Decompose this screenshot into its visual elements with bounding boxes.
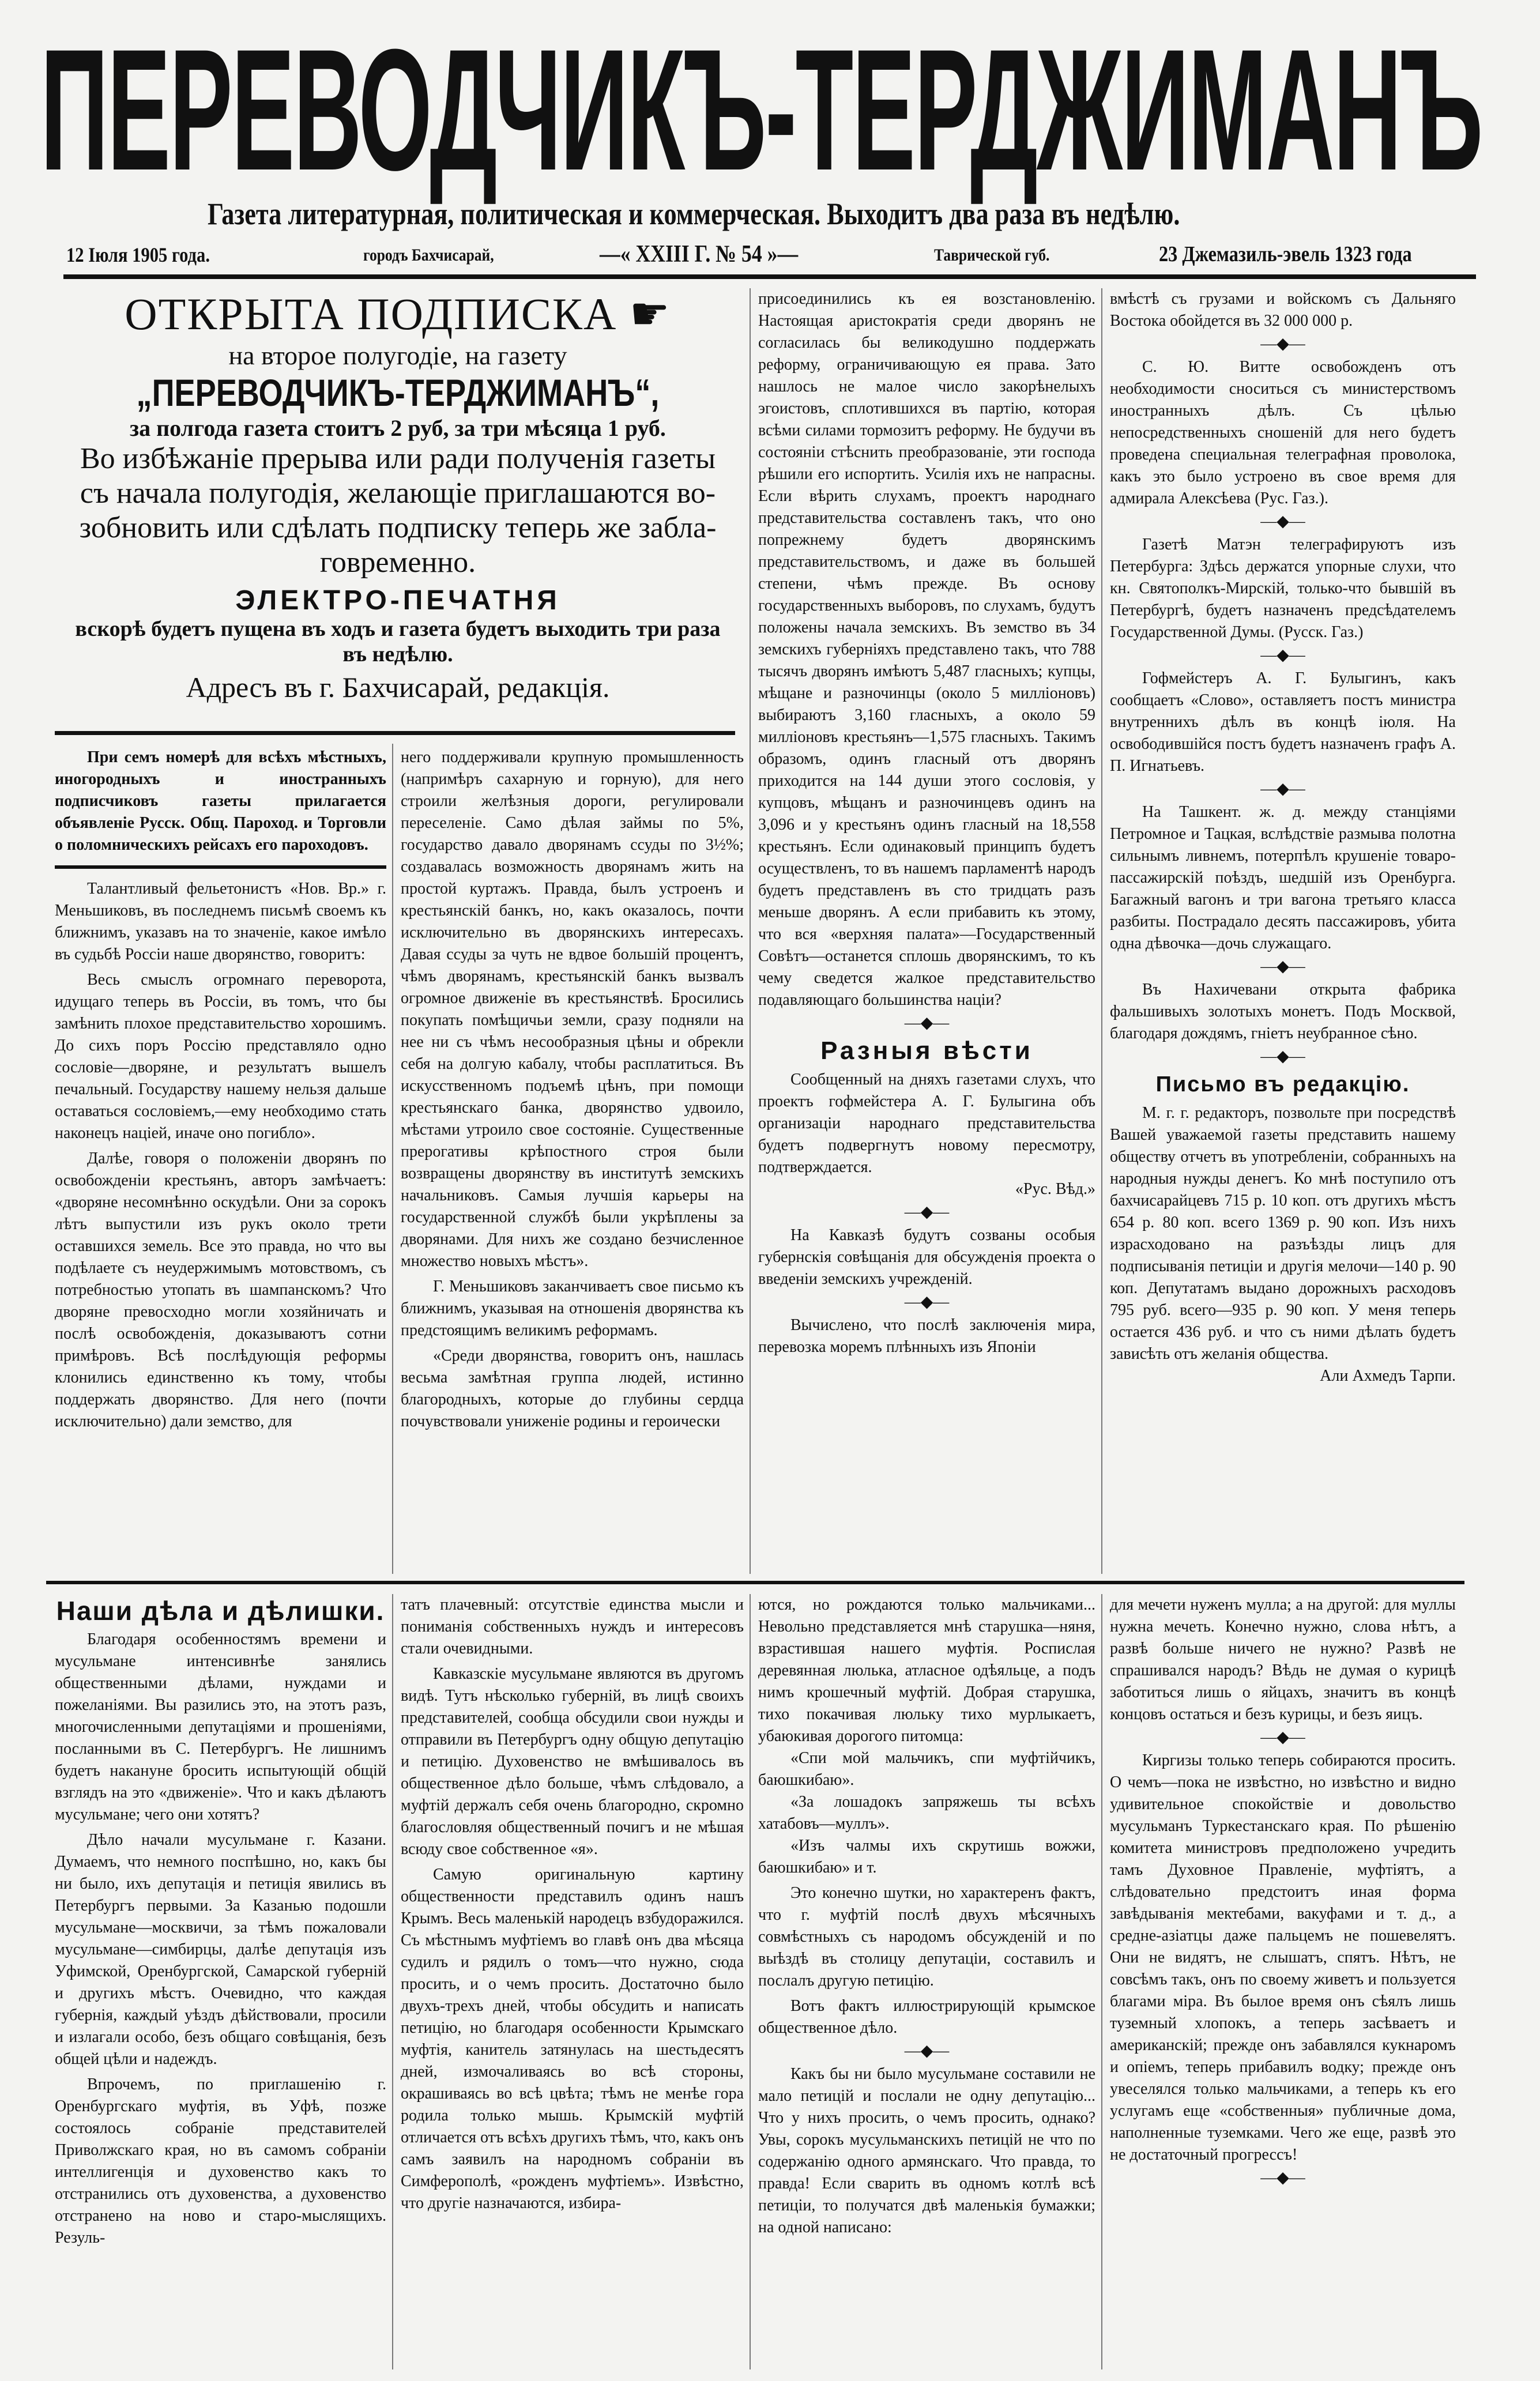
article-paragraph: Дѣло начали мусульмане г. Казани. Думаемъ, что немного поспѣшно, но, какъ бы ни было, ихъ депутація и петиція явились въ Петербургъ первыми. За Казанью подошли мусульмане—москвичи, за тѣмъ пожаловали мусульмане—симбирцы, далѣе депутація изъ Уфимской, Оренбургской, Самарской губерній и другихъ мѣстъ. Очевидно, что каждая губернія, каждый уѣздъ дѣйствовали, просили и излагали особо, безъ общаго совѣщанія, безъ общей цѣли и надеждъ. xyxy=(55,1831,386,2068)
article-paragraph: Весь смыслъ огромнаго переворота, идущаго теперь въ Россіи, въ томъ, что бы замѣнить плохое представительство хорошимъ. До сихъ поръ Россію представляло одно сословіе—дворяне, и результатъ вышелъ печальный. Государству нашему нельзя дальше оставаться сословіемъ,—ему необходимо стать наконецъ націей, иначе оно погибло». xyxy=(55,971,386,1142)
article-paragraph: Вотъ фактъ иллюстрирующій крымское общественное дѣло. xyxy=(758,1997,1095,2037)
column-rule xyxy=(392,1594,393,2369)
news-heading: Разныя вѣсти xyxy=(820,1037,1033,1065)
issue-province: Таврической губ. xyxy=(934,246,1050,265)
article-paragraph: Это конечно шутки, но характеренъ фактъ, что г. муфтій послѣ двухъ мѣсячныхъ совмѣстныхъ съ народомъ обсужденій и по выѣздѣ въ столицу депутаціи, составилъ и послалъ другую петицію. xyxy=(758,1884,1095,1990)
notice-rule xyxy=(55,865,386,869)
article-paragraph: Талантливый фельетонистъ «Нов. Вр.» г. Меньшиковъ, въ последнемъ письмѣ своемъ къ ближнимъ, указавъ на то значеніе, какое имѣло въ судьбѣ Россіи наше дворянство, говоритъ: xyxy=(55,880,386,963)
ornament-divider: —◆— xyxy=(1260,1048,1305,1065)
ornament-divider: —◆— xyxy=(1260,958,1305,975)
verse-line: «Спи мой мальчикъ, спи муфтійчикъ, баюшкибаю». xyxy=(758,1749,1095,1789)
newspaper-title-text: ПЕРЕВОДЧИКЪ-ТЕРДЖИМАНЪ xyxy=(40,13,1482,206)
article-paragraph: для мечети нуженъ мулла; а на другой: для муллы нужна мечеть. Конечно нужно, слова нѣтъ, а развѣ больше ничего не нужно? Развѣ не спрашивался народъ? Вѣдь не думая о курицѣ заботиться лишь о яйцахъ, значитъ въ концѣ концовъ остаться и безъ курицы, и безъ яицъ. xyxy=(1110,1596,1456,1723)
column-rule xyxy=(750,1594,751,2369)
article-paragraph: Впрочемъ, по приглашенію г. Оренбургскаго муфтія, въ Уфѣ, позже состоялось собраніе представителей Приволжскаго края, но въ самомъ собраніи интеллигенція и духовенство какъ то отстранились отъ духовенства, а духовенство отстранено на ново и старо-мыслящихъ. Резуль- xyxy=(55,2075,386,2247)
subscription-ad xyxy=(55,288,741,726)
news-item: Сообщенный на дняхъ газетами слухъ, что проектъ гофмейстера А. Г. Булыгина объ организаціи народнаго представительства будетъ подвергнутъ новому пересмотру, подтверждается. xyxy=(758,1071,1095,1176)
column-rule xyxy=(1101,288,1102,1574)
article-paragraph: ются, но рождаются только мальчиками... Невольно представляется мнѣ старушка—няня, взрастившая нашего муфтія. Роспислая деревянная люлька, атласное одѣяльце, а подъ нимъ крошечный муфтій. Добрая старушка, тихо покачивая люльку тихо мурлыкаетъ, убаюкивая дорогого питомца: xyxy=(758,1596,1095,1745)
section-rule xyxy=(46,1581,1464,1584)
ornament-divider: —◆— xyxy=(1260,513,1305,530)
news-item: С. Ю. Витте освобожденъ отъ необходимости сноситься съ министерствомъ иностранныхъ дѣлъ. Съ цѣлью непосредственныхъ сношеній для него будетъ проведена специальная телеграфная проволока, какъ это было устроено въ свое время для адмирала Алексѣева (Рус. Газ.). xyxy=(1110,358,1456,507)
top-column-1 xyxy=(55,747,386,1577)
letter-body: М. г. г. редакторъ, позвольте при посредствѣ Вашей уважаемой газеты представить нашему обществу отчетъ въ употребленіи, собранныхъ на народныя нужды денегъ. Ко мнѣ поступило отъ бахчисарайцевъ 715 р. 10 коп. отъ другихъ мѣстъ 654 р. 80 коп. всего 1369 р. 90 коп. Изъ нихъ израсходовано на разъѣзды лицъ для подписыванія петиціи и другія мелочи—140 р. 90 коп. Депутатамъ выдано дорожныхъ расходовъ 795 руб. всего—935 р. 90 коп. У меня теперь остается 436 руб. и что съ ними дѣлать будетъ зависѣть отъ желанія общества. xyxy=(1110,1104,1456,1363)
issue-number: —« XXIII Г. № 54 »— xyxy=(600,241,799,268)
column-rule xyxy=(750,288,751,1574)
issue-hijri-date: 23 Джемазиль-эвель 1323 года xyxy=(1159,242,1412,266)
ornament-divider: —◆— xyxy=(904,1203,950,1221)
pointing-hand-icon: ☛ xyxy=(629,289,671,339)
letter-heading: Письмо въ редакцію. xyxy=(1155,1072,1410,1097)
top-column-2 xyxy=(401,747,744,1577)
news-item: Газетѣ Матэн телеграфируютъ изъ Петербурга: Здѣсь держатся упорные слухи, что кн. Святополкъ-Мирскій, только-что бывшій въ Петербургѣ, будетъ назначенъ предсѣдателемъ Государственной Думы. (Русск. Газ.) xyxy=(1110,536,1456,641)
section-heading: Наши дѣла и дѣлишки. xyxy=(56,1596,385,1626)
bottom-column-4 xyxy=(1110,1594,1456,2378)
ad-body: зобновить или сдѣлать подписку теперь же забла- xyxy=(79,511,717,544)
issue-date: 12 Іюля 1905 года. xyxy=(66,243,210,266)
ornament-divider: —◆— xyxy=(1260,646,1305,664)
news-item: Въ Нахичевани открыта фабрика фальшивыхъ золотыхъ монетъ. Подъ Москвой, благодаря дождямъ, гніетъ неубранное сѣно. xyxy=(1110,981,1456,1042)
ad-body: говременно. xyxy=(319,546,476,579)
column-rule xyxy=(392,744,393,1574)
newspaper-subtitle: Газета литературная, политическая и коммерческая. Выходитъ два раза въ недѣлю. xyxy=(208,197,1180,231)
article-paragraph: него поддерживали крупную промышленность (напримѣръ сахарную и горную), для него строили желѣзныя дороги, регулировали переселеніе. Само дѣлая займы по 5%, государство давало дворянамъ ссуды по 3½%; создавалась возможность дворянамъ жить на простой куртажъ. Правда, былъ устроенъ и крестьянскій банкъ, но, какъ оказалось, почти исключительно въ дворянскихъ интересахъ. Давая ссуды за чуть не вдвое большій процентъ, чѣмъ дворянамъ, крестьянскій банкъ вызвалъ огромное движеніе въ крестьянствѣ. Бросились покупать помѣщичьи земли, сразу подняли на нее ни съ чѣмъ несообразныя цѣны и обрекли себя на долгую кабалу, чтобы расплатиться. Въ искусственномъ подъемѣ цѣнъ, при помощи крестьянскаго банка, дворянство удвоило, мѣстами утроило свое состояніе. Существенные прерогативы крѣпостного строя были возвращены дворянству въ институтѣ земскихъ начальниковъ. Самыя лучшія карьеры на государственной службѣ были укрѣплены за дворянами. Для нихъ же создано безчисленное множество новыхъ мѣстъ». xyxy=(401,748,744,1270)
ornament-divider: —◆— xyxy=(1260,1728,1305,1746)
ad-rule xyxy=(55,731,735,735)
article-paragraph: Г. Меньшиковъ заканчиваетъ свое письмо къ ближнимъ, указывая на отношенія дворянства къ предстоящимъ великимъ реформамъ. xyxy=(401,1278,744,1339)
ad-press-text: въ недѣлю. xyxy=(342,642,453,666)
ad-price: за полгода газета стоитъ 2 руб, за три мѣсяца 1 руб. xyxy=(130,415,666,441)
ornament-divider: —◆— xyxy=(904,1014,950,1032)
verse-line: «За лошадокъ запряжешь ты всѣхъ хатабовъ—муллъ». xyxy=(758,1793,1095,1833)
ad-line: на второе полугодіе, на газету xyxy=(228,341,567,370)
news-source: «Рус. Вѣд.» xyxy=(1015,1180,1095,1198)
column-rule xyxy=(1101,1594,1102,2369)
article-paragraph: присоединились къ ея возстановленію. Настоящая аристократія среди дворянъ не согласилась бы великодушно поддержать реформу, ограничивающую ея права. Зато нашлось не малое число закорѣнелыхъ эгоистовъ, сплотившихся въ партію, которая всѣми силами тормозитъ реформу. Не будучи въ состояніи стѣснить преобразованіе, эти господа рѣшили его испортить. Усилія ихъ не напрасны. Если вѣрить слухамъ, проектъ народнаго представительства составленъ такъ, что оно попрежнему будетъ дворянскимъ представительствомъ, и даже въ большей степени, чѣмъ прежде. Въ основу государственныхъ выборовъ, по слухамъ, будутъ положены начала земскихъ. Въ земство въ 34 земскихъ губерніяхъ представлено такъ, что 788 тысячъ дворянъ имѣютъ 5,487 гласныхъ; купцы, мѣщане и разночинцы (около 5 милліоновъ) выбираютъ 3,160 гласныхъ, а около 59 милліоновъ крестьянъ—1,575 гласныхъ. Такимъ образомъ, одинъ гласный отъ дворянъ приходится на 144 души этого сословія, у купцовъ, мѣщанъ и разночинцевъ одинъ на 3,096 и у крестьянъ одинъ гласный на 18,558 крестьянъ. Если одинаковый принципъ будетъ осуществленъ, то въ нашемъ парламентѣ народъ будетъ представленъ въ сто тридцать разъ меньше дворянъ. А если прибавить къ этому, что вся «верхняя палата»—Государственный Совѣтъ—останется сплошь дворянскимъ, то къ чему сведется жалкое представительство подавляющаго большинства націи? xyxy=(758,290,1095,1009)
ad-press: ЭЛЕКТРО-ПЕЧАТНЯ xyxy=(235,585,560,616)
issue-city: городъ Бахчисарай, xyxy=(363,246,494,265)
article-paragraph: Благодаря особенностямъ времени и мусульмане интенсивнѣе занялись общественными дѣлами, нуждами и пожеланіями. Вы разились это, на этотъ разъ, многочисленными депутаціями и прошеніями, посланными въ С. Петербургъ. Не лишнимъ будетъ накануне бросить испытующій общій взглядъ на это «движеніе». Что и какъ дѣлаютъ мусульмане; чего они хотятъ? xyxy=(55,1630,386,1824)
news-item: Гофмейстеръ А. Г. Булыгинъ, какъ сообщаетъ «Слово», оставляетъ постъ министра внутреннихъ дѣлъ въ концѣ іюля. На освободившійся постъ будетъ назначенъ графъ А. П. Игнатьевъ. xyxy=(1110,669,1456,775)
masthead-rule xyxy=(63,274,1476,279)
article-paragraph: Самую оригинальную картину общественности представилъ одинъ нашъ Крымъ. Весь маленькій народецъ взбудоражился. Съ мѣстнымъ муфтіемъ во главѣ онъ два мѣсяца судилъ и рядилъ о томъ—что нужно, сюда просить, и о чемъ просить. Достаточно было двухъ-трехъ дней, чтобы обсудить и написать петицію, но благодаря особенности Крымскаго муфтія, канитель затянулась на шестьдесятъ дней, измочаливаясь во всѣ стороны, окрашиваясь во всѣ цвѣта; тѣмъ не менѣе гора родила только мышь. Крымскій муфтій отличается отъ всѣхъ другихъ тѣмъ, что, какъ онъ самъ заявилъ на народномъ собраніи въ Симферополѣ, «рожденъ муфтіемъ». Извѣстно, что другіе назначаются, избира- xyxy=(401,1866,744,2212)
news-item: На Кавказѣ будутъ созваны особыя губернскія совѣщанія для обсужденія проекта о введеніи земскихъ учрежденій. xyxy=(758,1226,1095,1288)
ad-title-text: ОТКРЫТА ПОДПИСКА xyxy=(125,289,617,339)
bottom-column-1 xyxy=(55,1594,386,2378)
notice-paragraph: При семъ номерѣ для всѣхъ мѣстныхъ, иногородныхъ и иностранныхъ подписчиковъ газеты прилагается объявленіе Русск. Общ. Пароход. и Торговли о поломническихъ рейсахъ его пароходовъ. xyxy=(55,748,386,854)
bottom-column-2 xyxy=(401,1594,744,2378)
ad-press-text: вскорѣ будетъ пущена въ ходъ и газета будетъ выходить три раза xyxy=(75,617,721,641)
news-item: вмѣстѣ съ грузами и войскомъ съ Дальняго Востока обойдется въ 32 000 000 р. xyxy=(1110,290,1456,330)
ornament-divider: —◆— xyxy=(904,1293,950,1311)
verse-line: «Изъ чалмы ихъ скрутишь вожжи, баюшкибаю» и т. xyxy=(758,1837,1095,1877)
news-item: Вычислено, что послѣ заключенія мира, перевозка моремъ плѣнныхъ изъ Японіи xyxy=(758,1316,1095,1356)
article-paragraph: Кавказскіе мусульмане являются въ другомъ видѣ. Тутъ нѣсколько губерній, въ лицѣ своихъ представителей, сообща обсудили свои нужды и отправили въ Петербургъ одну общую депутацію и петицію. Духовенство не вмѣшивалось въ общественное дѣло больше, чѣмъ слѣдовало, а муфтій держалъ себя очень благородно, скромно благословляя общественный почигъ и не мѣшая всюду свое собственное «я». xyxy=(401,1665,744,1858)
ad-title xyxy=(55,288,741,340)
ad-body: съ начала полугодія, желающіе приглашаются во- xyxy=(80,477,716,510)
ad-body: Во избѣжаніе прерыва или ради полученія газеты xyxy=(80,442,716,475)
article-paragraph: татъ плачевный: отсутствіе единства мысли и пониманія собственныхъ нуждъ и интересовъ стали очевидными. xyxy=(401,1596,744,1657)
article-paragraph: Киргизы только теперь собираются просить. О чемъ—пока не извѣстно, но извѣстно и видно удивительное спокойствіе и довольство мусульманъ Туркестанскаго края. По рѣшенію комитета министровъ предположено учредить тамъ Духовное Правленіе, муфтіятъ, а слѣдовательно предстоитъ иная форма завѣдыванія мектебами, вакуфами и т. д., а средне-азіатцы даже пальцемъ не пошевелятъ. Они не видятъ, не слышатъ, спятъ. Нѣтъ, не совсѣмъ такъ, онъ по своему живетъ и пользуется благами міра. Въ былое время онъ сѣялъ лишь туземный хлопокъ, а теперь засѣваетъ и американскій; прежде онъ забавлялся кукнаромъ и опіемъ, теперь прибавилъ водку; прежде онъ увеселялся только мальчиками, а теперь къ его услугамъ еще «собственныя» публичные дома, наполненные туземками. Чего же еще, развѣ это не достаточный прогрессъ! xyxy=(1110,1751,1456,2164)
article-paragraph: «Среди дворянства, говоритъ онъ, нашлась весьма замѣтная группа людей, истинно благородныхъ, которые до глубины сердца почувствовали униженіе родины и героически xyxy=(401,1347,744,1430)
ornament-divider: —◆— xyxy=(1260,2169,1305,2187)
ad-paper-name: „ПЕРЕВОДЧИКЪ-ТЕРДЖИМАНЪ“, xyxy=(136,371,660,414)
article-paragraph: Какъ бы ни было мусульмане составили не мало петицій и послали не одну депутацію... Что у нихъ просить, о чемъ просить, однако? Увы, сорокъ мусульманскихъ петицій не что по содержанію одного армянскаго. Что правда, то правда! Если сварить въ одномъ котлѣ всѣ петиціи, то получатся двѣ маленькія бумажки; на одной написано: xyxy=(758,2065,1095,2236)
ornament-divider: —◆— xyxy=(1260,335,1305,353)
ad-address: Адресъ въ г. Бахчисарай, редакція. xyxy=(186,671,610,703)
bottom-column-3 xyxy=(758,1594,1095,2378)
ornament-divider: —◆— xyxy=(1260,780,1305,798)
letter-signature: Али Ахмедъ Тарпи. xyxy=(1320,1367,1456,1385)
news-item: На Ташкент. ж. д. между станціями Петромное и Тацкая, вслѣдствіе размыва полотна сильнымъ ливнемъ, потерпѣлъ крушеніе товаро-пассажирскій поѣздъ, шедшій изъ Оренбурга. Багажный вагонъ и три вагона третьяго класса разбиты. Пострадало десять пассажировъ, убита одна дѣвочка—дочь служащаго. xyxy=(1110,803,1456,952)
newspaper-title xyxy=(40,13,1493,206)
top-column-4 xyxy=(1110,288,1456,1577)
ornament-divider: —◆— xyxy=(904,2042,950,2060)
top-column-3 xyxy=(758,288,1095,1577)
article-paragraph: Далѣе, говоря о положеніи дворянъ по освобожденіи крестьянъ, авторъ замѣчаетъ: «дворяне несомнѣнно оскудѣли. Они за сорокъ лѣтъ выпустили изъ рукъ около трети оставшихся земель. Все это правда, но что вы подѣлаете съ неудержимымъ мотовствомъ, съ потребностью утопать въ шампанскомъ? Что дворяне превосходно могли хозяйничать и послѣ освобожденія, доказываютъ сотни примѣровъ. Всѣ послѣдующія реформы клонились единственно къ тому, чтобы поддержать дворянство. Для него (почти исключительно) дали земство, для xyxy=(55,1150,386,1430)
